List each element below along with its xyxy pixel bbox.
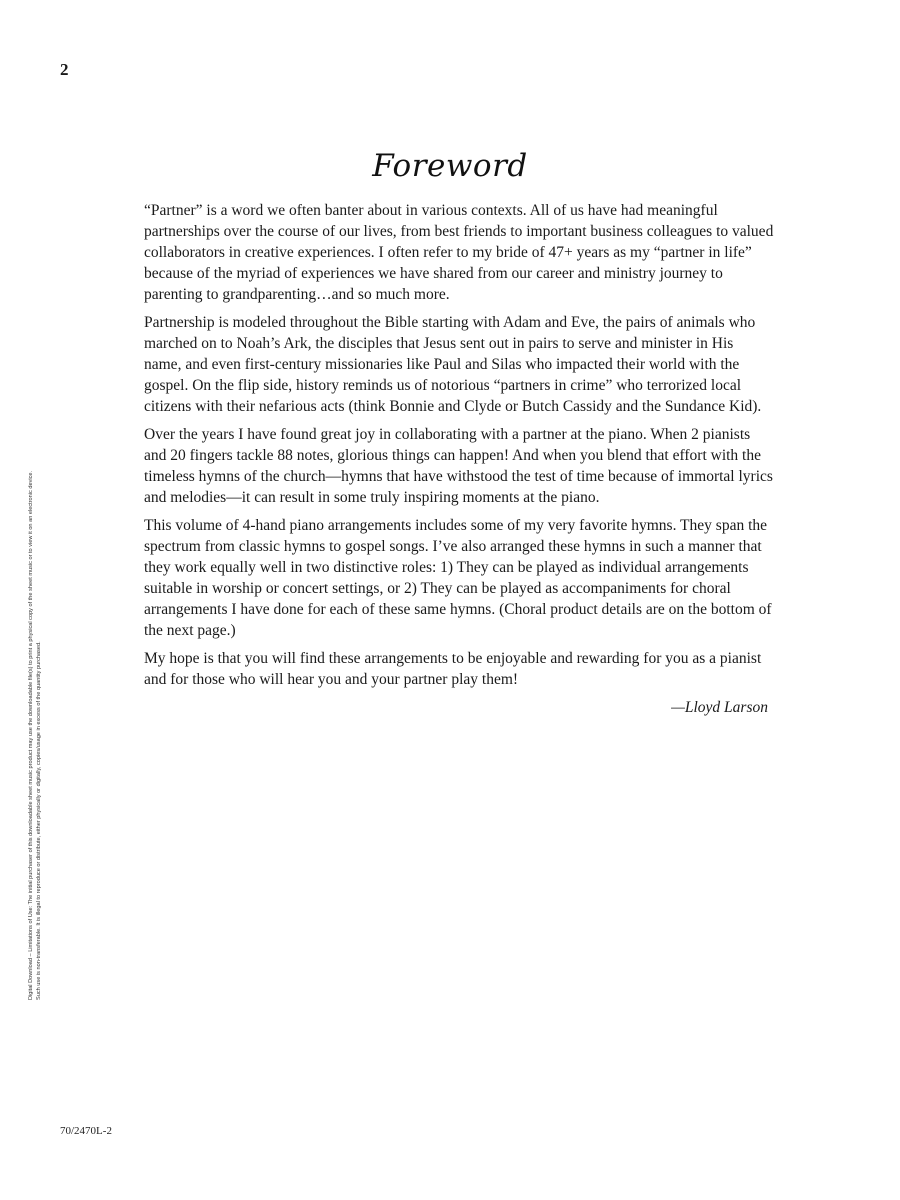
foreword-paragraph: Partnership is modeled throughout the Bible starting with Adam and Eve, the pairs of animals who marched on to Noah’s Ark, the disciples that Jesus sent out in pairs to serve and minister in His name, and even first-century missionaries like Paul and Silas who impacted their world with the gospel. On the flip side, history reminds us of notorious “partners in crime” who terrorized local citizens with their nefarious acts (think Bonnie and Clyde or Butch Cassidy and the Sundance Kid).: [144, 314, 762, 415]
foreword-paragraph: This volume of 4-hand piano arrangements includes some of my very favorite hymns. They span the spectrum from classic hymns to gospel songs. I’ve also arranged these hymns in such a manner that they work equally well in two distinctive roles: 1) They can be played as individual arrangements suitable in worship or concert settings, or 2) They can be played as accompaniments for choral arrangements I have done for each of these same hymns. (Choral product details are on the bottom of the next page.): [144, 517, 772, 639]
foreword-paragraph: “Partner” is a word we often banter about in various contexts. All of us have had meaningful partnerships over the course of our lives, from best friends to important business colleagues to valued collaborators in creative experiences. I often refer to my bride of 47+ years as my “partner in life” because of the myriad of experiences we have shared from our career and ministry journey to parenting to grandparenting…and so much more.: [144, 202, 774, 303]
foreword-title: Foreword: [372, 148, 528, 184]
page-number: 2: [60, 60, 69, 79]
notice-line-2: Such use is non-transferable. It is illegal to reproduce or distribute, either physically or digitally, copies/usage in excess of the quantity purchased.: [36, 641, 42, 1000]
author-signature: —Lloyd Larson: [671, 699, 768, 716]
foreword-body: [144, 200, 774, 718]
foreword-paragraph: Over the years I have found great joy in collaborating with a partner at the piano. When 2 pianists and 20 fingers tackle 88 notes, glorious things can happen! And when you blend that effort with the timeless hymns of the church—hymns that have withstood the test of time because of immortal lyrics and melodies—it can result in some truly inspiring moments at the piano.: [144, 426, 773, 506]
download-limitations-notice: [27, 200, 43, 1000]
catalog-number: 70/2470L-2: [60, 1125, 112, 1137]
notice-line-1: Digital Download – Limitations of Use: The initial purchaser of this downloadable sheet music product may use the downloadable file(s) to print a physical copy of the sheet music or to view it on an electronic device.: [28, 470, 34, 1000]
foreword-paragraph: My hope is that you will find these arrangements to be enjoyable and rewarding for you as a pianist and for those who will hear you and your partner play them!: [144, 650, 762, 688]
